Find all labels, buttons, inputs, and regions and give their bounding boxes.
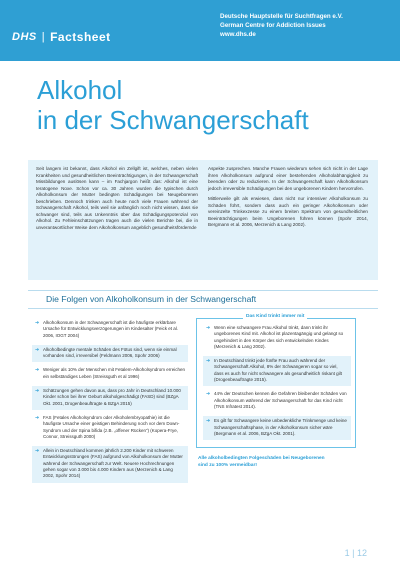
key-message <box>196 456 356 469</box>
fact-bullet <box>32 413 188 443</box>
fact-bullet <box>32 446 188 482</box>
intro-box <box>28 160 378 280</box>
arrow-icon: ➜ <box>35 388 40 395</box>
title-line-1: Alkohol <box>37 75 123 105</box>
fact-text: FAS (Fetales Alkoholsyndrom oder Alkoholembryopathie) ist die häufigste Ursache einer geistigen Behinderung noch vor dem Down-Syndrom und der Spina bifida (z.B. „offener Rücken“) (Kopera-Frye, Connor, Streissguth 2000) <box>43 414 180 439</box>
page-title <box>37 75 309 135</box>
fact-bullet <box>203 323 351 353</box>
fact-text: Alkoholbedingte mentale Schäden des Fötus sind, wenn sie einmal vorhanden sind, irreversibel (Feldmann 2006, Spohr 2006) <box>43 346 177 359</box>
fact-text: Weniger als 10% der Menschen mit Fetalem-Alkoholsyndrom erreichen ein selbständiges Leben (Streissguth et al 1996) <box>43 367 185 379</box>
key-message-line-1: Alle alkoholbedingten Folgeschäden bei Neugeborenen <box>198 456 325 462</box>
arrow-icon: ➜ <box>206 391 211 398</box>
title-line-2: in der Schwangerschaft <box>37 105 309 135</box>
fact-bullet <box>203 356 351 386</box>
dhs-logo <box>12 30 111 44</box>
org-name-en: German Centre for Addiction Issues <box>220 22 326 29</box>
arrow-icon: ➜ <box>206 358 211 365</box>
logo-separator: | <box>41 31 46 43</box>
key-message-line-2: sind zu 100% vermeidbar! <box>198 462 257 468</box>
right-bullet-column <box>196 314 356 469</box>
fact-bullet <box>32 386 188 410</box>
arrow-icon: ➜ <box>35 367 40 374</box>
kind-info-box <box>196 314 356 448</box>
kind-box-label: Das Kind trinkt immer mit <box>243 314 307 319</box>
fact-text: Wenn eine schwangere Frau Alkohol trinkt, dann trinkt ihr ungeborenes Kind mit. Alkohol ist plazentagängig und gelangt so ungehindert in den Körper des sich entwickelnden Kindes (Merzenich & Lang 2002). <box>214 325 344 349</box>
intro-paragraph: Seit langem ist bekannt, dass Alkohol ein Zellgift ist, welches, neben vielen Krankheiten und gesundheitlichen Beeinträchtigungen, in der Schwangerschaft Missbildungen auslösen kann – im Fachjargon heißt das: Alkohol ist eine teratogene Noxe. Schon vor ca. 30 Jahren wurden die typischen durch Alkoholkonsum der Mutter bedingten Schädigungen bei Neugeborenen beschrieben. Dennoch trinken auch heute noch viele Frauen während der Schwangerschaft Alkohol, teils weil sie anfänglich noch nicht wissen, dass sie schwanger sind, teils aus Unkenntnis über das Schädigungspotenzial von Alkohol. Zu Fehleinschätzungen tragen auch die vielen Berichte bei, die in unverantwortlicher Weise dem Alkoholkonsum angeblich gesundheitsfördernde <box>36 166 198 230</box>
arrow-icon: ➜ <box>35 346 40 353</box>
arrow-icon: ➜ <box>35 414 40 421</box>
fact-bullet <box>32 345 188 363</box>
org-website[interactable]: www.dhs.de <box>220 31 256 38</box>
fact-text: 44% der Deutschen kennen die Gefahren bleibender Schäden von Alkoholkonsum während der Schwangerschaft für das Kind nicht (TNS Infratest 2014). <box>214 391 347 409</box>
arrow-icon: ➜ <box>206 325 211 331</box>
doc-type-label: Factsheet <box>50 30 111 44</box>
left-bullet-column <box>32 318 188 486</box>
logo-text: DHS <box>12 31 37 43</box>
header-band <box>0 0 400 61</box>
fact-bullet <box>203 416 351 440</box>
fact-text: Es gilt für Schwangere keine unbedenkliche Trinkmenge und keine Schwangerschaftsphase, in der Alkoholkonsum sicher wäre (Bergmann et al. 2006, BZgA Okt. 2001). <box>214 418 347 436</box>
fact-bullet <box>32 318 188 342</box>
fact-bullet <box>203 389 351 413</box>
fact-text: In Deutschland trinkt jede fünfte Frau auch während der Schwangerschaft Alkohol, 8% der Schwangeren sogar so viel, dass es auch für nicht schwangere als gesundheitlich riskant gilt (Drogenbeauftragte 2015). <box>214 358 342 383</box>
org-name-de: Deutsche Hauptstelle für Suchtfragen e.V. <box>220 13 343 20</box>
intro-right-column <box>208 166 368 233</box>
section-title: Die Folgen von Alkoholkonsum in der Schwangerschaft <box>46 294 257 304</box>
fact-text: Allein in Deutschland kommen jährlich 2.200 Kinder mit schweren Entwicklungsstörungen (FAS) aufgrund von Alkoholkonsum der Mutter während der Schwangerschaft zur Welt. Neuere Hochrechnungen gehen sogar von 3.000 bis 4.000 Kindern aus (Merzenich & Lang 2002, Spohr 2014) <box>43 448 183 479</box>
intro-left-column <box>36 166 198 235</box>
fact-bullet <box>32 365 188 383</box>
section-divider-top <box>28 290 378 291</box>
fact-text: Schätzungen gehen davon aus, dass pro Jahr in Deutschland 10.000 Kinder schon bei ihrer Geburt alkoholgeschädigt (FASD) sind (BZgA Okt. 2001, Drogenbeauftragte & BZgA 2015) <box>43 388 181 406</box>
arrow-icon: ➜ <box>206 418 211 425</box>
organization-info <box>220 12 396 39</box>
section-divider-bottom <box>28 308 378 309</box>
intro-paragraph: Mittlerweile gilt als erwiesen, dass nicht nur intensiver Alkoholkonsum zu Schäden führt, sondern dass auch ein geringer Alkoholkonsum oder vereinzelte Trinkexzesse zu einem breiten Spektrum von gesundheitlichen Beeinträchtigungen beim Ungeborenen führen können (Spohr 2014, Bergmann et al. 2006, Merzenich & Lang 2002). <box>208 196 368 227</box>
page-number: 1 | 12 <box>344 548 367 558</box>
arrow-icon: ➜ <box>35 320 40 326</box>
fact-text: Alkoholkonsum in der Schwangerschaft ist die häufigste erklärbare Ursache für Entwicklungsverzögerungen im Kindesalter (Feick et al. 2006, IOGT 2004) <box>43 320 179 338</box>
arrow-icon: ➜ <box>35 448 40 455</box>
intro-paragraph: Aspekte zusprechen. Manche Frauen wiederum sehen sich nicht in der Lage ihren Alkoholkonsum aufgrund einer bestehenden Alkoholabhängigkeit zu beenden oder zu reduzieren. In der Schwangerschaft kann Alkoholkonsum jedoch irreversible Schädigungen bei den ungeborenen Kindern hervorrufen. <box>208 166 368 191</box>
